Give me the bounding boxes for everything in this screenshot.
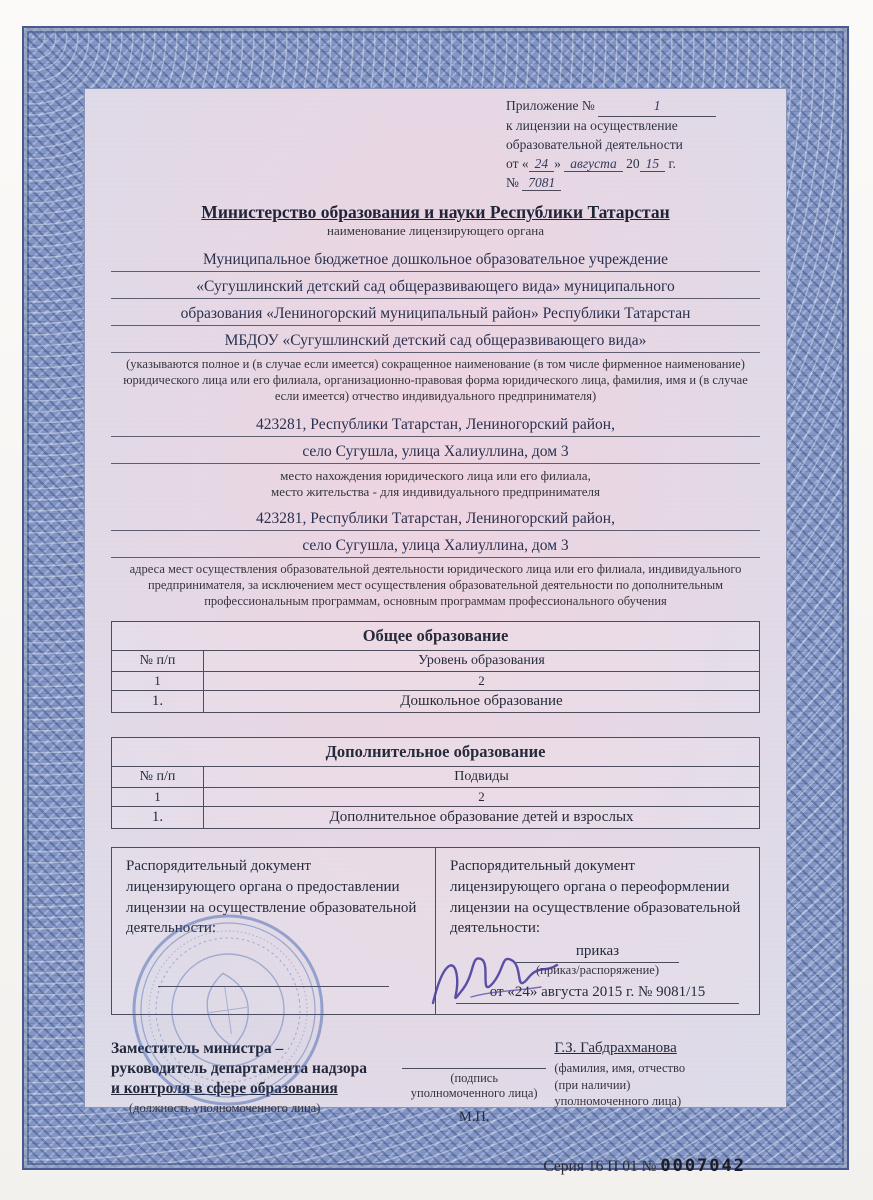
location-address-line: 423281, Республики Татарстан, Лениногорский район, xyxy=(111,410,760,437)
signer-position-line: и контроля в сфере образования xyxy=(111,1080,338,1098)
order-reissue-cell xyxy=(436,848,760,1015)
series-label: Серия xyxy=(543,1157,584,1175)
license-number: 7081 xyxy=(522,175,561,191)
serial-number-line xyxy=(111,1156,760,1176)
name-caption: уполномоченного лица) xyxy=(554,1093,682,1108)
signature-line xyxy=(402,1039,546,1069)
location-address-line: село Сугушла, улица Халиуллина, дом 3 xyxy=(111,437,760,464)
license-number-line xyxy=(506,174,760,193)
organization-block xyxy=(111,245,760,404)
order-grant-blank-line xyxy=(158,965,388,987)
year-suffix: г. xyxy=(668,155,676,171)
organization-line: образования «Лениногорский муниципальный район» Республики Татарстан xyxy=(111,299,760,326)
license-date-year: 15 xyxy=(640,156,666,172)
general-col-num: 1 xyxy=(112,672,204,691)
additional-row-no: 1. xyxy=(112,807,204,829)
order-reissue-text: Распорядительный документ лицензирующего органа о переоформлении лицензии на осуществление образовательной деятельности: xyxy=(450,858,741,937)
licensing-authority xyxy=(111,202,760,239)
signature-area xyxy=(394,1039,554,1126)
general-row-value: Дошкольное образование xyxy=(204,691,760,713)
signer-position xyxy=(111,1039,394,1126)
additional-row-value: Дополнительное образование детей и взрослых xyxy=(204,807,760,829)
appendix-header xyxy=(506,97,760,192)
appendix-line3: образовательной деятельности xyxy=(506,136,683,152)
license-date-month: августа xyxy=(564,156,623,172)
order-reissue-date: от «24» августа 2015 г. № 9081/15 xyxy=(456,982,739,1004)
organization-caption: (указываются полное и (в случае если имеется) сокращенное наименование (в том числе фирменное наименование) юридического лица или его филиала, организационно-правовая форма юридического лица, фамилия, имя и (в случае если имеется) отчество индивидуального предпринимателя) xyxy=(123,357,748,403)
organization-line: «Сугушлинский детский сад общеразвивающего вида» муниципального xyxy=(111,272,760,299)
order-grant-cell xyxy=(112,848,436,1015)
seal-place-mark: М.П. xyxy=(458,1108,490,1125)
order-grant-text: Распорядительный документ лицензирующего органа о предоставлении лицензии на осуществление образовательной деятельности: xyxy=(126,858,417,937)
date-close-quote: » xyxy=(554,155,561,171)
series-value: 16 П 01 xyxy=(587,1157,638,1175)
name-caption: (фамилия, имя, отчество xyxy=(554,1061,686,1076)
position-caption: (должность уполномоченного лица) xyxy=(129,1101,321,1116)
appendix-date-line xyxy=(506,155,760,174)
general-table-title: Общее образование xyxy=(112,622,760,651)
guilloche-border xyxy=(22,26,849,1176)
orders-table xyxy=(111,847,760,1015)
table-row xyxy=(112,691,760,713)
organization-line: Муниципальное бюджетное дошкольное образовательное учреждение xyxy=(111,245,760,272)
order-reissue-type: приказ xyxy=(516,941,678,963)
ministry-title: Министерство образования и науки Республики Татарстан xyxy=(201,202,670,223)
signature-caption: (подпись xyxy=(450,1070,499,1085)
appendix-number-line xyxy=(506,97,760,117)
general-col-header-no: № п/п xyxy=(112,651,204,672)
ministry-caption: наименование лицензирующего органа xyxy=(327,223,544,239)
name-caption: (при наличии) xyxy=(554,1077,631,1092)
additional-col-header-no: № п/п xyxy=(112,767,204,788)
location-address-block xyxy=(111,410,760,500)
date-prefix: от « xyxy=(506,155,529,171)
signer-position-line: Заместитель министра – xyxy=(111,1039,284,1057)
general-education-table xyxy=(111,621,760,713)
organization-line: МБДОУ «Сугушлинский детский сад общеразвивающего вида» xyxy=(111,326,760,353)
table-row xyxy=(112,807,760,829)
appendix-number-blank xyxy=(598,97,716,117)
signing-block xyxy=(111,1039,760,1126)
location-address-caption: место жительства - для индивидуального предпринимателя xyxy=(270,484,601,500)
location-address-caption: место нахождения юридического лица или его филиала, xyxy=(280,468,591,484)
serial-no-label: № xyxy=(641,1157,657,1175)
activity-address-block xyxy=(111,504,760,609)
license-number-label: № xyxy=(506,174,519,190)
signature-caption: уполномоченного лица) xyxy=(410,1085,538,1100)
general-col-num: 2 xyxy=(204,672,760,691)
signer-name: Г.З. Габдрахманова xyxy=(554,1039,677,1056)
appendix-number: 1 xyxy=(653,98,661,113)
appendix-line2: к лицензии на осуществление xyxy=(506,117,678,133)
year-prefix: 20 xyxy=(626,155,640,171)
certificate-paper xyxy=(84,88,787,1176)
additional-table-title: Дополнительное образование xyxy=(112,738,760,767)
additional-col-header-subtypes: Подвиды xyxy=(204,767,760,788)
activity-address-line: село Сугушла, улица Халиуллина, дом 3 xyxy=(111,531,760,558)
activity-address-caption: адреса мест осуществления образовательной деятельности юридического лица или его филиала, индивидуального предпринимателя, за исключением мест осуществления образовательной деятельности по дополнительным профессиональным программам, основным программам профессионального обучения xyxy=(129,562,742,608)
license-date-day: 24 xyxy=(529,156,555,172)
general-col-header-level: Уровень образования xyxy=(204,651,760,672)
activity-address-line: 423281, Республики Татарстан, Лениногорский район, xyxy=(111,504,760,531)
additional-col-num: 1 xyxy=(112,788,204,807)
additional-education-table xyxy=(111,737,760,829)
serial-no-value: 0007042 xyxy=(660,1155,746,1176)
appendix-label: Приложение № xyxy=(506,98,595,113)
order-type-caption: (приказ/распоряжение) xyxy=(535,962,660,977)
general-row-no: 1. xyxy=(112,691,204,713)
signer-position-line: руководитель департамента надзора xyxy=(111,1060,367,1078)
signer-name-area xyxy=(554,1039,760,1126)
additional-col-num: 2 xyxy=(204,788,760,807)
